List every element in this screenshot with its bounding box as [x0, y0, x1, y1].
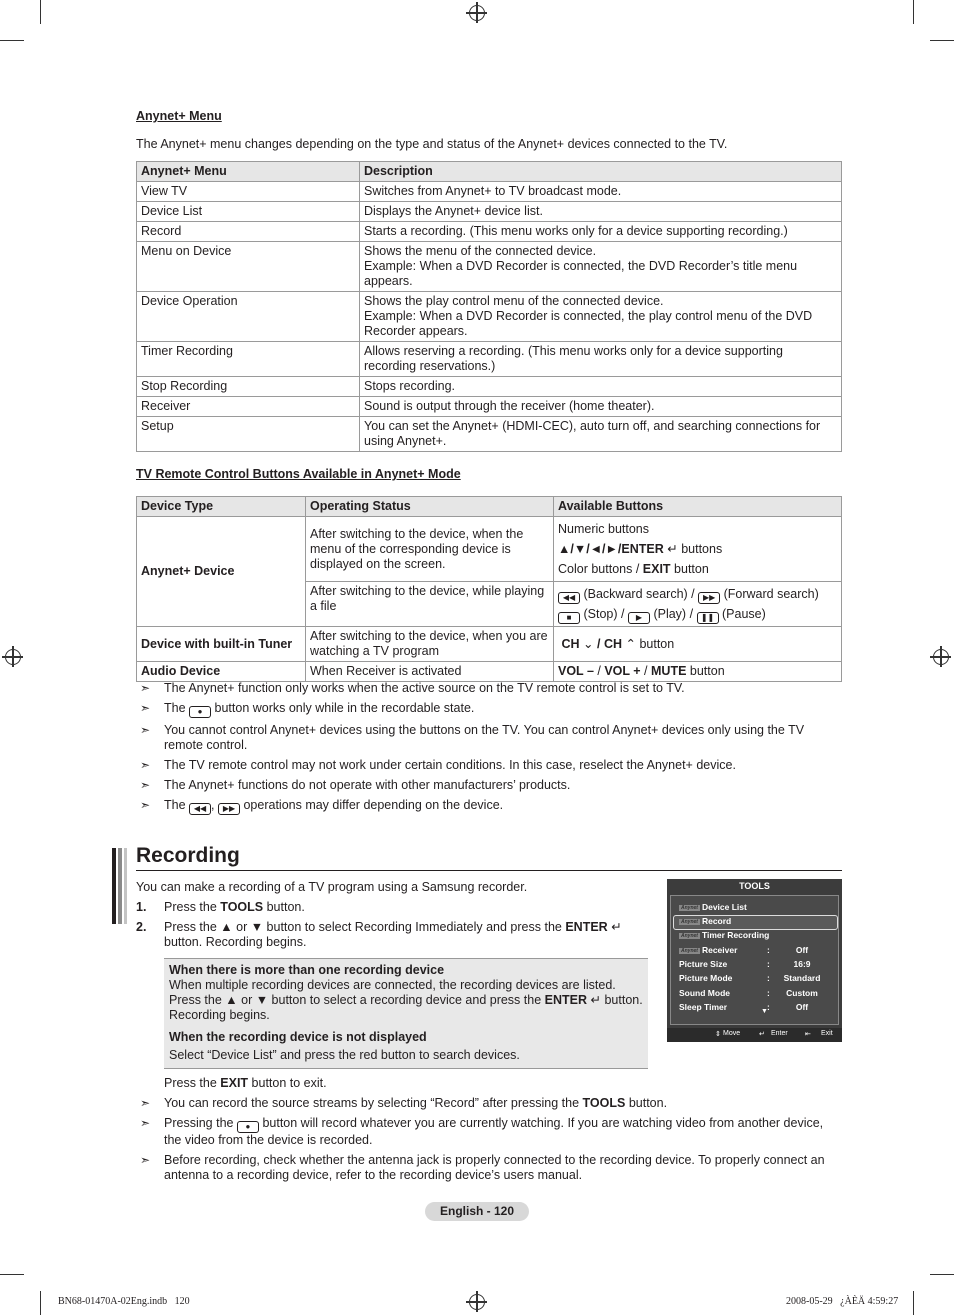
note-arrow-icon: ➣	[140, 723, 151, 737]
tools-item-label: Picture Size	[679, 959, 728, 969]
note-arrow-icon: ➣	[140, 798, 151, 812]
remote-buttons-table	[136, 496, 842, 682]
tools-item-label: Receiver	[701, 945, 738, 955]
buttons-suffix: buttons	[681, 542, 723, 556]
tools-item-label: Timer Recording	[701, 930, 770, 940]
enter-icon: ↵	[667, 542, 678, 556]
list-item	[136, 758, 842, 773]
registration-mark-icon	[933, 649, 949, 665]
exit-label: EXIT	[220, 1076, 249, 1090]
note-text: The	[164, 798, 186, 812]
recording-title: Recording	[136, 844, 240, 867]
step-text: button. Recording begins.	[164, 935, 307, 949]
timestamp: 2008-05-29 ¿ÀÈÄ 4:59:27	[786, 1296, 899, 1307]
rewind-icon: ◀◀	[558, 592, 580, 604]
fast-forward-icon: ▶▶	[698, 592, 720, 604]
section-bar	[118, 848, 122, 924]
fast-forward-icon: ▶▶	[218, 803, 240, 815]
description-cell: Shows the play control menu of the connected device. Example: When a DVD Recorder is connected, the play control menu of the DVD Recorder appears.	[360, 292, 842, 342]
tools-menu	[667, 879, 842, 1042]
enter-label: Enter	[771, 1030, 788, 1037]
anynet-logo-icon: Anynet	[681, 933, 698, 939]
step-number: 1.	[136, 900, 147, 914]
exit-text: Press the	[164, 1076, 221, 1090]
move-icon: ⇕	[715, 1031, 721, 1038]
description-cell: Sound is output through the receiver (home theater).	[360, 397, 842, 417]
tools-item-colon: :	[767, 1002, 770, 1012]
menu-item-cell: Record	[137, 222, 360, 242]
tools-item-value: Off	[795, 1002, 809, 1012]
description-cell: Allows reserving a recording. (This menu works only for a device supporting recording reservations.)	[360, 342, 842, 377]
enter-icon: ↵	[611, 920, 622, 934]
info-text-part: button. Recording begins.	[169, 993, 643, 1022]
step-text: Press the ▲ or ▼ button to select Recording Immediately and press the	[164, 920, 566, 934]
vol-down-label: VOL –	[558, 664, 594, 678]
list-item	[136, 778, 842, 793]
registration-mark-icon	[5, 649, 21, 665]
table-row	[137, 242, 842, 292]
info-text: Select “Device List” and press the red button to search devices.	[169, 1048, 520, 1062]
crop-mark	[0, 1274, 24, 1275]
buttons-line: Numeric buttons	[558, 522, 650, 536]
note-text: The TV remote control may not work under certain conditions. In this case, reselect the Anynet+ device.	[164, 758, 736, 772]
pause-label: (Pause)	[722, 607, 766, 621]
backward-label: (Backward search) /	[583, 587, 695, 601]
tools-item-label: Record	[701, 916, 732, 926]
play-label: (Play) /	[653, 607, 694, 621]
description-cell: Shows the menu of the connected device. Example: When a DVD Recorder is connected, the DVD Recorder’s title menu appears.	[360, 242, 842, 292]
info-box	[164, 958, 648, 1069]
title-rule	[136, 870, 842, 871]
table-row	[137, 292, 842, 342]
table-row	[137, 417, 842, 452]
operating-status: When Receiver is activated	[306, 662, 554, 682]
tools-item-value: Standard	[783, 973, 821, 983]
enter-label: ENTER	[544, 993, 588, 1007]
tools-item-colon: :	[767, 945, 770, 955]
menu-item-cell: Device Operation	[137, 292, 360, 342]
recording-body	[136, 880, 656, 950]
menu-item-cell: Setup	[137, 417, 360, 452]
anynet-logo-icon: Anynet	[681, 919, 698, 925]
note-text: You can record the source streams by selecting “Record” after pressing the	[164, 1096, 583, 1110]
tools-item-label: Sound Mode	[679, 988, 730, 998]
note-arrow-icon: ➣	[140, 1116, 151, 1130]
section-bar	[124, 848, 127, 924]
exit-text: button to exit.	[248, 1076, 327, 1090]
section-bar	[112, 848, 116, 924]
mute-label: MUTE	[651, 664, 687, 678]
tools-item-value: Custom	[786, 988, 818, 998]
table-header: Device Type	[137, 497, 306, 517]
step-number: 2.	[136, 920, 147, 934]
buttons-line	[558, 584, 837, 604]
tools-menu-item[interactable]	[679, 959, 829, 969]
table-header: Operating Status	[306, 497, 554, 517]
table-row	[137, 222, 842, 242]
buttons-line	[558, 604, 837, 624]
page-number-badge: English - 120	[425, 1202, 529, 1221]
tools-item-value: 16:9	[793, 959, 811, 969]
note-text: button works only while in the recordable state.	[214, 701, 475, 715]
step-text: button.	[263, 900, 305, 914]
tools-menu-item[interactable]	[679, 902, 829, 912]
info-heading: When there is more than one recording device	[169, 963, 445, 977]
menu-item-cell: Menu on Device	[137, 242, 360, 292]
record-icon: ●	[189, 706, 211, 718]
menu-item-cell: Receiver	[137, 397, 360, 417]
play-icon: ▶	[628, 612, 650, 624]
buttons-suffix: button	[686, 664, 725, 678]
tools-menu-item[interactable]	[679, 973, 829, 983]
note-text: The	[164, 701, 186, 715]
info-heading: When the recording device is not displayed	[169, 1030, 427, 1044]
crop-mark	[930, 40, 954, 41]
enter-icon: ↵	[590, 993, 601, 1007]
menu-item-cell: Device List	[137, 202, 360, 222]
description-cell: Switches from Anynet+ to TV broadcast mode.	[360, 182, 842, 202]
ch-label: CH	[561, 636, 580, 651]
recording-notes	[136, 1096, 842, 1188]
note-arrow-icon: ➣	[140, 701, 151, 715]
tools-menu-item[interactable]	[679, 988, 829, 998]
available-buttons	[554, 662, 842, 682]
record-icon: ●	[237, 1121, 259, 1133]
operating-status: After switching to the device, when you are watching a TV program	[306, 627, 554, 662]
tools-item-label: Sleep Timer	[679, 1002, 728, 1012]
menu-item-cell: Stop Recording	[137, 377, 360, 397]
tools-menu-item[interactable]	[679, 916, 829, 926]
nav-enter-label: ▲/▼/◄/►/ENTER	[558, 542, 664, 556]
note-text: button will record whatever you are currently watching. If you are watching video from another device, the video from the device is recorded.	[164, 1116, 824, 1147]
anynet-logo-icon: Anynet	[681, 948, 698, 954]
tools-item-label: Picture Mode	[679, 973, 733, 983]
note-text: You cannot control Anynet+ devices using the buttons on the TV. You can control Anynet+ devices only using the TV remote control.	[164, 723, 805, 752]
registration-mark-icon	[469, 5, 485, 21]
table-row	[137, 202, 842, 222]
list-item: ➣ The ◀◀ , ▶▶ operations may differ depending on the device.	[140, 798, 504, 813]
note-text: Pressing the	[164, 1116, 234, 1130]
buttons-suffix: button	[639, 636, 675, 651]
operating-status: After switching to the device, while playing a file	[306, 582, 554, 627]
ch-label: / CH	[597, 636, 622, 651]
step-2	[136, 920, 656, 950]
stop-label: (Stop) /	[583, 607, 625, 621]
buttons-suffix: button	[670, 562, 709, 576]
chevron-down-icon: ⌄	[583, 636, 594, 651]
registration-mark-icon	[469, 1294, 485, 1310]
enter-icon: ↵	[759, 1031, 765, 1038]
note-arrow-icon: ➣	[140, 1096, 151, 1110]
info-text-part: When multiple recording devices are connected, the recording devices are listed. Press the ▲ or ▼ button to select a recording device and press the	[169, 978, 616, 1007]
list-item	[136, 701, 842, 718]
crop-mark	[0, 40, 24, 41]
operating-status: After switching to the device, when the menu of the corresponding device is displayed on the screen.	[306, 517, 554, 582]
crop-mark	[40, 0, 41, 24]
menu-item-cell: Timer Recording	[137, 342, 360, 377]
buttons-line	[558, 539, 837, 559]
pause-icon: ❚❚	[697, 612, 719, 624]
exit-label: Exit	[821, 1030, 833, 1037]
note-arrow-icon: ➣	[140, 778, 151, 792]
note-text: button.	[625, 1096, 668, 1110]
note-text: The Anynet+ functions do not operate with other manufacturers’ products.	[164, 778, 571, 792]
tools-menu-item[interactable]	[679, 1002, 829, 1012]
info-text	[169, 978, 643, 1023]
tools-menu-item[interactable]	[679, 930, 829, 940]
description-cell: You can set the Anynet+ (HDMI-CEC), auto turn off, and searching connections for using Anynet+.	[360, 417, 842, 452]
buttons-line	[558, 559, 837, 579]
tools-title: TOOLS	[739, 881, 770, 891]
tools-menu-item[interactable]	[679, 945, 829, 955]
anynet-menu-table	[136, 161, 842, 452]
tools-item-value: Off	[795, 945, 809, 955]
description-cell: Stops recording.	[360, 377, 842, 397]
note-text: operations may differ depending on the device.	[243, 798, 504, 812]
rewind-icon: ◀◀	[189, 803, 211, 815]
note-text: The Anynet+ function only works when the active source on the TV remote control is set to TV.	[164, 681, 685, 695]
anynet-menu-heading: Anynet+ Menu	[136, 109, 222, 123]
list-item	[136, 1153, 842, 1183]
device-type-anynet: Anynet+ Device	[137, 517, 306, 627]
note-text: Before recording, check whether the antenna jack is properly connected to the recording device. To properly connect an antenna to a recording device, refer to the recording device’s users manual.	[164, 1153, 825, 1182]
tools-item-colon: :	[767, 959, 770, 969]
anynet-notes	[136, 681, 842, 820]
device-type-audio: Audio Device	[137, 662, 306, 682]
scroll-down-icon: ▼	[761, 1008, 768, 1015]
color-buttons-label: Color buttons /	[558, 562, 643, 576]
description-cell: Starts a recording. (This menu works only for a device supporting recording.)	[360, 222, 842, 242]
table-header: Available Buttons	[554, 497, 842, 517]
table-row	[137, 182, 842, 202]
list-item	[136, 1116, 842, 1148]
note-arrow-icon: ➣	[140, 758, 151, 772]
move-label: Move	[723, 1030, 741, 1037]
description-cell: Displays the Anynet+ device list.	[360, 202, 842, 222]
note-arrow-icon: ➣	[140, 681, 151, 695]
anynet-intro: The Anynet+ menu changes depending on the type and status of the Anynet+ devices connected to the TV.	[136, 137, 728, 151]
forward-label: (Forward search)	[723, 587, 819, 601]
anynet-logo-icon: Anynet	[681, 905, 698, 911]
table-header: Description	[360, 162, 842, 182]
list-item	[136, 1096, 842, 1111]
tools-footer	[667, 1028, 842, 1042]
recording-intro: You can make a recording of a TV program using a Samsung recorder.	[136, 880, 528, 894]
tools-label: TOOLS	[582, 1096, 626, 1110]
tools-item-label: Device List	[701, 902, 747, 912]
list-item	[136, 681, 842, 696]
tools-item-colon: :	[767, 973, 770, 983]
crop-mark	[913, 0, 914, 24]
table-row	[137, 377, 842, 397]
available-buttons	[554, 582, 842, 627]
table-row	[137, 342, 842, 377]
available-buttons	[554, 627, 842, 662]
remote-section-heading: TV Remote Control Buttons Available in Anynet+ Mode	[136, 467, 461, 481]
crop-mark	[40, 1291, 41, 1315]
device-type-tuner: Device with built-in Tuner	[137, 627, 306, 662]
list-item	[136, 723, 842, 753]
exit-label: EXIT	[642, 562, 671, 576]
crop-mark	[930, 1274, 954, 1275]
exit-icon: ⇤	[805, 1031, 811, 1038]
table-row	[137, 397, 842, 417]
step-1	[136, 900, 656, 915]
vol-up-label: VOL +	[604, 664, 641, 678]
menu-item-cell: View TV	[137, 182, 360, 202]
tools-item-colon: :	[767, 988, 770, 998]
exit-instruction	[164, 1076, 327, 1090]
tools-label: TOOLS	[220, 900, 264, 914]
separator: /	[593, 664, 605, 678]
step-text: Press the	[164, 900, 221, 914]
enter-label: ENTER	[565, 920, 608, 934]
separator: /	[640, 664, 651, 678]
available-buttons	[554, 517, 842, 582]
crop-mark	[913, 1291, 914, 1315]
stop-icon: ■	[558, 612, 580, 624]
chevron-up-icon: ⌃	[625, 636, 636, 651]
file-info: BN68-01470A-02Eng.indb 120	[58, 1296, 190, 1307]
table-header: Anynet+ Menu	[137, 162, 360, 182]
note-arrow-icon: ➣	[140, 1153, 151, 1167]
